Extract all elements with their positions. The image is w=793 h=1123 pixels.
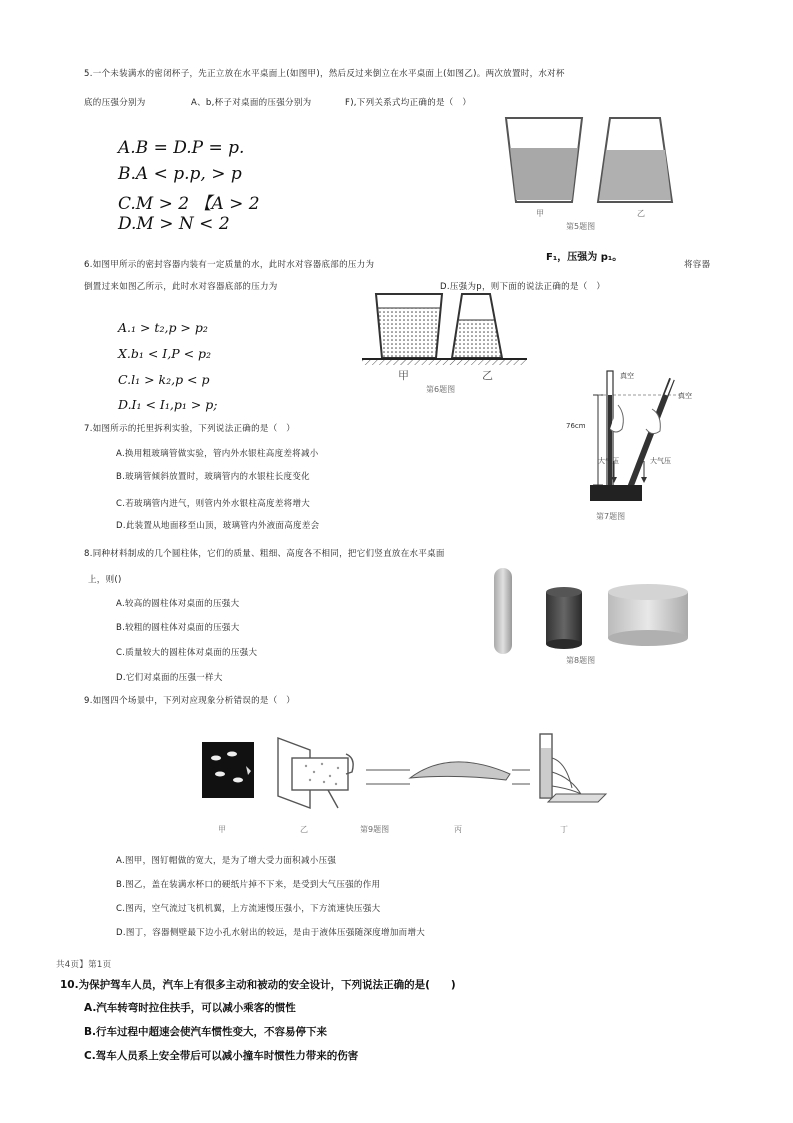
q8-option-d: D.它们对桌面的压强一样大 (116, 673, 223, 683)
q5-option-a: A.B = D.P = p. (118, 138, 245, 158)
q7-fig-caption: 第7题图 (596, 512, 626, 521)
q5-fig-caption: 第5题图 (566, 222, 596, 231)
q8-stem-line2: 上，则() (88, 575, 122, 585)
q5-option-b: B.A < p.p, > p (118, 164, 242, 184)
q5-stem-line2a: 底的压强分别为 (84, 98, 146, 108)
q5-fig-label-yi: 乙 (637, 209, 645, 218)
q6-stem-line1: 6.如图甲所示的密封容器内装有一定质量的水，此时水对容器底部的压力为 (84, 260, 375, 270)
q7-fig-height: 76cm (566, 422, 586, 430)
q5-figure (500, 110, 700, 235)
q7-fig-vacuum-left: 真空 (620, 372, 634, 380)
q9-fig-label-bing: 丙 (454, 825, 462, 834)
q9-stem: 9.如图四个场景中，下列对应现象分析错误的是（ ） (84, 696, 296, 706)
q10-option-c: C.驾车人员系上安全带后可以减小撞车时惯性力带来的伤害 (84, 1050, 359, 1062)
q9-option-c: C.图丙，空气流过飞机机翼，上方流速慢压强小，下方流速快压强大 (116, 904, 381, 914)
q7-stem: 7.如图所示的托里拆利实验，下列说法正确的是（ ） (84, 424, 296, 434)
q9-option-b: B.图乙，盖在装满水杯口的硬纸片掉不下来，是受到大气压强的作用 (116, 880, 381, 890)
q6-fig-label-jia: 甲 (398, 369, 409, 382)
q7-option-a: A.换用粗玻璃管做实验，管内外水银柱高度差将减小 (116, 449, 319, 459)
q8-stem-line1: 8.同种材料制成的几个圆柱体，它们的质量、粗细、高度各不相同，把它们竖直放在水平桌面 (84, 549, 445, 559)
q8-option-a: A.较高的圆柱体对桌面的压强大 (116, 599, 240, 609)
q5-fig-label-jia: 甲 (536, 209, 544, 218)
q6-option-c: C.l₁ > k₂,p < p (118, 372, 210, 387)
q10-option-a: A.汽车转弯时拉住扶手，可以减小乘客的惯性 (84, 1002, 296, 1014)
q7-fig-air-right: 大气压 (650, 457, 671, 465)
q9-fig-label-jia: 甲 (218, 825, 226, 834)
q9-fig-label-yi: 乙 (300, 825, 308, 834)
q10-stem: 10.为保护驾车人员，汽车上有很多主动和被动的安全设计，下列说法正确的是( ) (60, 979, 456, 991)
q8-option-b: B.较粗的圆柱体对桌面的压强大 (116, 623, 240, 633)
q6-option-a: A.₁ > t₂,p > p₂ (118, 320, 208, 335)
q6-option-b: X.b₁ < I,P < p₂ (118, 346, 212, 361)
q6-stem-line2b: D.压强为p，则下面的说法正确的是（ ） (440, 282, 606, 292)
q7-option-d: D.此装置从地面移至山顶，玻璃管内外液面高度差会 (116, 521, 320, 531)
q8-figure (490, 562, 700, 662)
q6-figure (362, 290, 542, 370)
q9-option-a: A.图甲，图钉帽做的宽大，是为了增大受力面积减小压强 (116, 856, 337, 866)
q8-fig-caption: 第8题图 (566, 656, 596, 665)
q6-stem-line2a: 倒置过来如图乙所示，此时水对容器底部的压力为 (84, 282, 278, 292)
q10-option-b: B.行车过程中超速会使汽车惯性变大，不容易停下来 (84, 1026, 327, 1038)
q9-fig-caption: 第9题图 (360, 825, 390, 834)
q6-stem-line1-end: 将容器 (684, 260, 711, 270)
q6-option-d: D.I₁ < I₁,p₁ > p; (118, 397, 218, 412)
q6-overlay-text: F₁，压强为 p₁。 (546, 252, 623, 263)
q9-option-d: D.图丁，容器侧壁最下边小孔水射出的较远，是由于液体压强随深度增加而增大 (116, 928, 426, 938)
q9-fig-label-ding: 丁 (560, 825, 568, 834)
q7-fig-vacuum-right: 真空 (678, 392, 692, 400)
q9-figure (196, 728, 616, 818)
q5-stem-line2c: F),下列关系式均正确的是（ ） (345, 98, 472, 108)
q5-stem-line1: 5.一个未装满水的密闭杯子，先正立放在水平桌面上(如图甲)，然后反过来倒立在水平桌面上(如图乙)。两次放置时，水对杯 (84, 69, 565, 79)
q8-option-c: C.质量较大的圆柱体对桌面的压强大 (116, 648, 258, 658)
q6-fig-caption: 第6题图 (426, 385, 456, 394)
q5-option-c: C.M > 2 【A > 2 (118, 194, 260, 214)
q5-stem-line2b: A、b,杯子对桌面的压强分别为 (191, 98, 312, 108)
page-footer: 共4页】第1页 (56, 960, 112, 970)
q7-fig-air-left: 大气压 (598, 457, 619, 465)
q7-figure (560, 365, 730, 515)
q7-option-c: C.若玻璃管内进气，则管内外水银柱高度差将增大 (116, 499, 311, 509)
q7-option-b: B.玻璃管倾斜放置时，玻璃管内的水银柱长度变化 (116, 472, 310, 482)
q5-option-d: D.M > N < 2 (118, 214, 230, 234)
q6-fig-label-yi: 乙 (482, 369, 493, 382)
